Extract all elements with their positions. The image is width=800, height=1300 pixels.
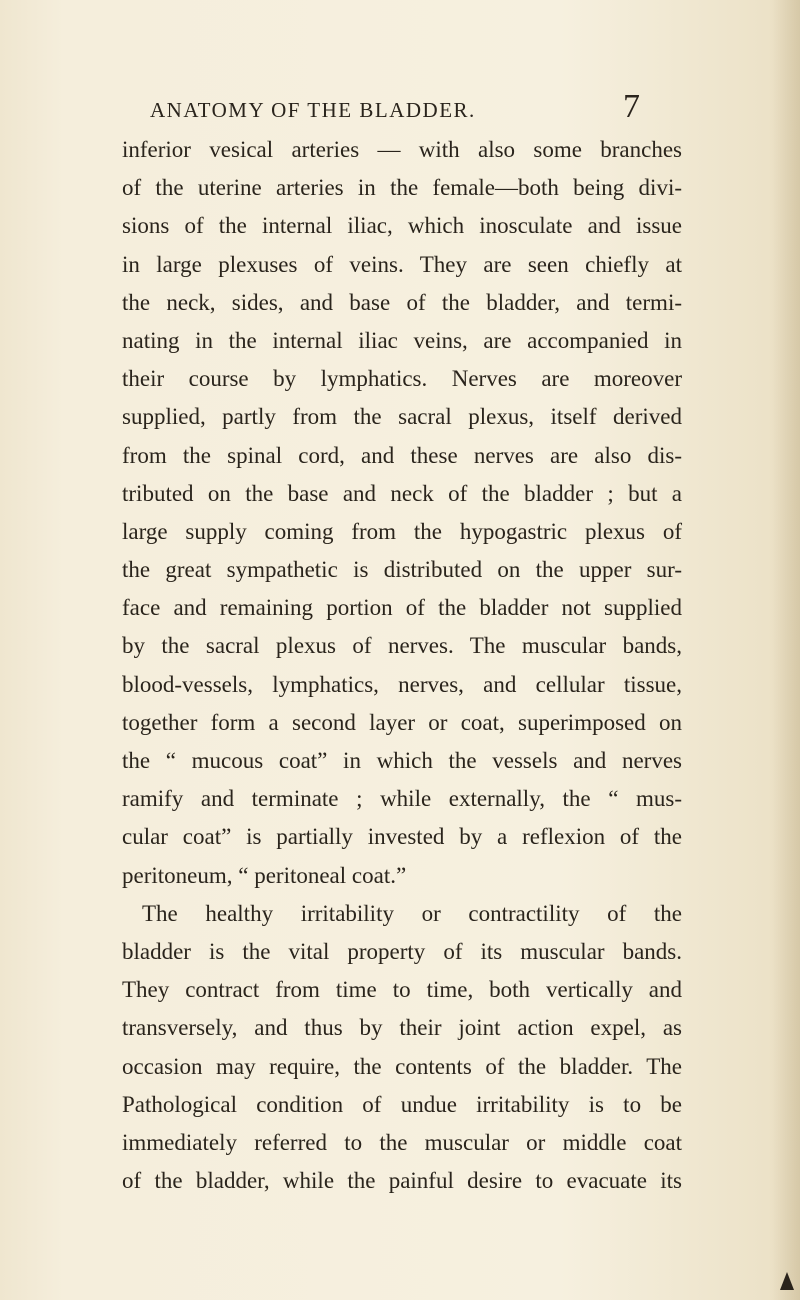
page-header — [140, 88, 650, 132]
text-line: nating in the internal iliac veins, are accompanied in — [122, 327, 682, 353]
text-line: of the bladder, while the painful desire to evacuate its — [122, 1168, 682, 1194]
text-line: occasion may require, the contents of the bladder. The — [122, 1053, 682, 1079]
text-line: blood-vessels, lymphatics, nerves, and cellular tissue, — [122, 671, 682, 697]
text-line: large supply coming from the hypogastric plexus of — [122, 518, 682, 544]
text-line: from the spinal cord, and these nerves are also dis- — [122, 442, 682, 468]
text-line: their course by lymphatics. Nerves are moreover — [122, 366, 682, 392]
body-text — [122, 131, 682, 1200]
corner-arrow-icon — [780, 1272, 794, 1290]
text-line: supplied, partly from the sacral plexus, itself derived — [122, 404, 682, 430]
text-line: The healthy irritability or contractility of the — [142, 900, 682, 926]
text-line: peritoneum, “ peritoneal coat.” — [122, 862, 407, 888]
text-line: Pathological condition of undue irritability is to be — [122, 1091, 682, 1117]
text-line: of the uterine arteries in the female—both being divi- — [122, 175, 682, 201]
running-title: ANATOMY OF THE BLADDER. — [150, 98, 476, 122]
text-line: bladder is the vital property of its muscular bands. — [122, 938, 682, 964]
text-line: tributed on the base and neck of the bladder ; but a — [122, 480, 682, 506]
text-line: immediately referred to the muscular or middle coat — [122, 1129, 682, 1155]
page-number: 7 — [623, 88, 640, 125]
text-line: cular coat” is partially invested by a reflexion of the — [122, 824, 682, 850]
text-line: in large plexuses of veins. They are seen chiefly at — [122, 251, 682, 277]
text-line: by the sacral plexus of nerves. The muscular bands, — [122, 633, 682, 659]
text-line: the “ mucous coat” in which the vessels and nerves — [122, 748, 682, 773]
text-line: ramify and terminate ; while externally, the “ mus- — [122, 786, 682, 812]
text-line: inferior vesical arteries — with also some branches — [122, 137, 682, 162]
text-line: together form a second layer or coat, superimposed on — [122, 709, 682, 735]
text-line: the great sympathetic is distributed on the upper sur- — [122, 557, 682, 583]
text-line: sions of the internal iliac, which inosculate and issue — [122, 213, 682, 239]
text-line: face and remaining portion of the bladder not supplied — [122, 595, 682, 621]
text-line: transversely, and thus by their joint action expel, as — [122, 1015, 682, 1041]
page-edge-shadow — [772, 0, 800, 1300]
text-line: the neck, sides, and base of the bladder, and termi- — [122, 289, 682, 315]
text-line: They contract from time to time, both vertically and — [122, 977, 682, 1003]
